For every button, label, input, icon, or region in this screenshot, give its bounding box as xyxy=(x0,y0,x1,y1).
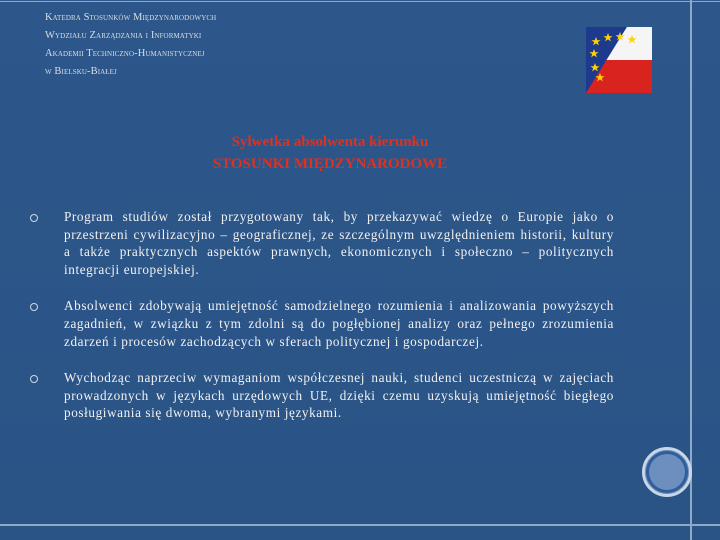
eu-poland-flag-icon xyxy=(586,27,652,93)
header-institution xyxy=(45,9,365,81)
header-line: Wydziału Zarządzania i Informatyki xyxy=(45,30,202,41)
circle-bullet-icon xyxy=(30,303,38,311)
bottom-rule xyxy=(0,524,720,526)
slide-title xyxy=(180,131,480,175)
title-line-2: STOSUNKI MIĘDZYNARODOWE xyxy=(212,156,448,172)
list-item-text: Wychodząc naprzeciw wymaganiom współczesnej nauki, studenci uczestniczą w zajęciach prowadzonych w językach urzędowych UE, dzięki czemu uzyskują umiejętność biegłego posługiwania się dwoma, wybranymi językami. xyxy=(64,370,614,421)
list-item xyxy=(30,208,614,278)
title-line-1: Sylwetka absolwenta kierunku xyxy=(231,134,429,150)
right-rule xyxy=(690,0,692,540)
list-item xyxy=(30,369,614,422)
decorative-circle-inner xyxy=(649,454,685,490)
bullet-list xyxy=(30,208,614,441)
header-line: Katedra Stosunków Międzynarodowych xyxy=(45,12,217,23)
list-item xyxy=(30,297,614,350)
header-line: w Bielsku-Białej xyxy=(45,66,117,77)
header-line: Akademii Techniczno-Humanistycznej xyxy=(45,48,205,59)
eu-stars-icon xyxy=(586,27,652,93)
decorative-circle-icon xyxy=(642,447,692,497)
list-item-text: Absolwenci zdobywają umiejętność samodzielnego rozumienia i analizowania powyższych zagadnień, w związku z tym zdolni są do pogłębionej analizy oraz pełnego zrozumienia zdarzeń i procesów zachodzących w sferach politycznej i gospodarczej. xyxy=(64,298,614,349)
top-rule xyxy=(0,1,720,2)
circle-bullet-icon xyxy=(30,214,38,222)
circle-bullet-icon xyxy=(30,375,38,383)
list-item-text: Program studiów został przygotowany tak, by przekazywać wiedzę o Europie jako o przestrzeni cywilizacyjno – geograficznej, ze szczególnym uwzględnieniem historii, kultury a także praktycznych aspektów prawnych, ekonomicznych i społeczno – politycznych integracji europejskiej. xyxy=(64,209,614,277)
